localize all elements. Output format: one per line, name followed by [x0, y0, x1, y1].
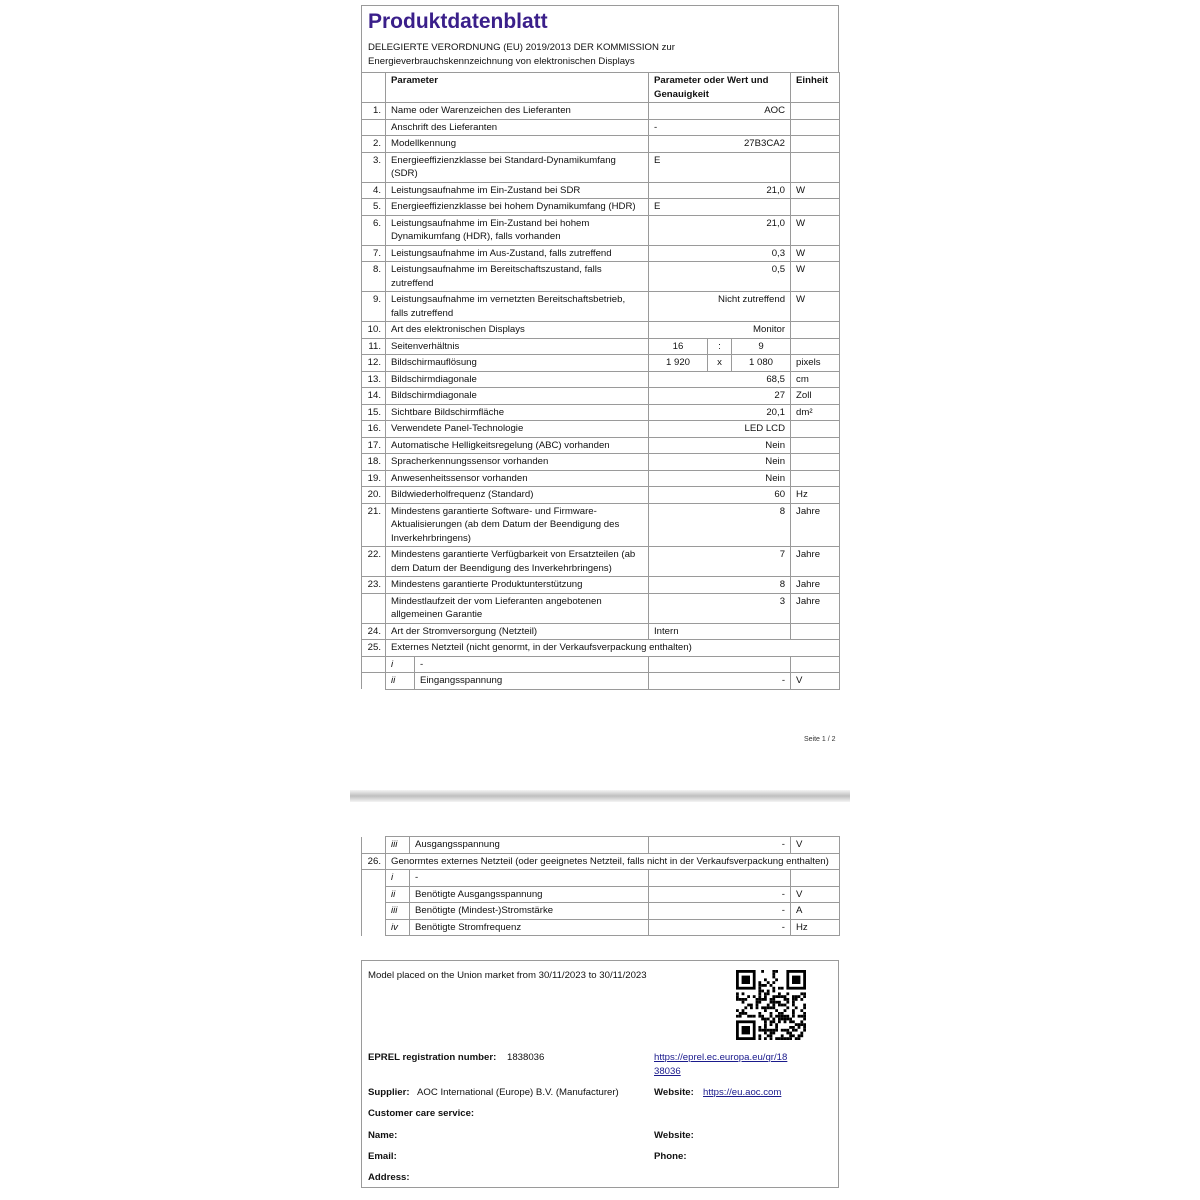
table-row [362, 593, 840, 623]
row-number: 10. [362, 322, 386, 339]
row-number [362, 870, 386, 887]
table-row [362, 355, 840, 372]
sub-row-index: iii [386, 903, 410, 920]
parameter-name: Externes Netzteil (nicht genormt, in der Verkaufsverpackung enthalten) [386, 640, 840, 657]
table-row [362, 199, 840, 216]
parameter-name: - [420, 658, 424, 670]
table-row [362, 903, 840, 920]
page-title: Produktdatenblatt [361, 5, 839, 38]
row-number [362, 837, 386, 854]
parameter-value: 8 [649, 503, 791, 547]
email-label: Email: [368, 1151, 397, 1162]
parameter-unit: W [791, 262, 840, 292]
care-website-label: Website: [654, 1130, 694, 1141]
table-row [362, 245, 840, 262]
table-row [362, 152, 840, 182]
parameter-unit [791, 322, 840, 339]
table-row [362, 262, 840, 292]
table-row [362, 388, 840, 405]
parameter-value: 20,1 [649, 404, 791, 421]
value-separator: : [708, 338, 732, 355]
row-number: 26. [362, 853, 386, 870]
row-number: 23. [362, 577, 386, 594]
table-row [362, 371, 840, 388]
parameter-unit [791, 470, 840, 487]
parameter-unit: V [791, 886, 840, 903]
row-number: 19. [362, 470, 386, 487]
parameter-unit: Jahre [791, 547, 840, 577]
market-dates: Model placed on the Union market from 30/11/2023 to 30/11/2023 [368, 970, 647, 981]
value-part-b: 9 [732, 338, 791, 355]
subtitle-line-2: Energieverbrauchskennzeichnung von elektronischen Displays [368, 55, 635, 67]
row-number: 25. [362, 640, 386, 657]
parameter-value: Nein [649, 454, 791, 471]
row-number [362, 673, 386, 690]
parameter-name: Leistungsaufnahme im Ein-Zustand bei SDR [386, 182, 649, 199]
parameter-name: Energieeffizienzklasse bei Standard-Dynamikumfang (SDR) [386, 152, 649, 182]
table-row [362, 503, 840, 547]
parameter-unit [791, 623, 840, 640]
eprel-info-box [361, 960, 839, 1188]
row-number: 24. [362, 623, 386, 640]
parameter-value: Intern [649, 623, 791, 640]
parameter-name: - [410, 870, 649, 887]
table-row [362, 103, 840, 120]
row-number [362, 593, 386, 623]
parameter-value: - [649, 673, 791, 690]
parameter-name: Bildschirmdiagonale [386, 388, 649, 405]
parameter-unit: W [791, 182, 840, 199]
table-row [362, 577, 840, 594]
row-number: 13. [362, 371, 386, 388]
parameter-name: Bildwiederholfrequenz (Standard) [386, 487, 649, 504]
row-number [362, 919, 386, 936]
sub-row-content [386, 656, 649, 673]
table-row [362, 623, 840, 640]
parameter-name: Genormtes externes Netzteil (oder geeignetes Netzteil, falls nicht in der Verkaufsverpackung enthalten) [386, 853, 840, 870]
table-row [362, 837, 840, 854]
table-row [362, 136, 840, 153]
parameter-value [649, 870, 791, 887]
parameter-unit: Zoll [791, 388, 840, 405]
parameter-unit: W [791, 215, 840, 245]
parameter-name: Spracherkennungssensor vorhanden [386, 454, 649, 471]
parameter-unit: V [791, 837, 840, 854]
table-row [362, 470, 840, 487]
parameter-unit [791, 103, 840, 120]
sub-row-index: iv [386, 919, 410, 936]
row-number: 22. [362, 547, 386, 577]
header-parameter: Parameter [386, 73, 649, 103]
parameter-name: Mindestens garantierte Software- und Firmware-Aktualisierungen (ab dem Datum der Beendigung des Inverkehrbringens) [386, 503, 649, 547]
parameter-unit: Jahre [791, 577, 840, 594]
table-row [362, 404, 840, 421]
parameter-name: Benötigte (Mindest-)Stromstärke [410, 903, 649, 920]
parameter-unit [791, 437, 840, 454]
sub-row-index: ii [386, 673, 415, 689]
row-number: 11. [362, 338, 386, 355]
table-header-row [362, 73, 840, 103]
name-label: Name: [368, 1130, 398, 1141]
row-number: 3. [362, 152, 386, 182]
table-row [362, 119, 840, 136]
row-number: 5. [362, 199, 386, 216]
parameter-value: - [649, 837, 791, 854]
parameter-unit [791, 119, 840, 136]
row-number [362, 886, 386, 903]
parameter-name: Art des elektronischen Displays [386, 322, 649, 339]
parameter-value: E [649, 152, 791, 182]
website-label: Website: [654, 1087, 694, 1098]
datasheet-page-2 [361, 836, 839, 936]
parameter-unit [791, 136, 840, 153]
subtitle-line-1: DELEGIERTE VERORDNUNG (EU) 2019/2013 DER KOMMISSION zur [368, 42, 675, 53]
parameter-value: Nein [649, 437, 791, 454]
parameter-value: - [649, 919, 791, 936]
row-number: 15. [362, 404, 386, 421]
parameter-unit: V [791, 673, 840, 690]
parameter-unit: Jahre [791, 503, 840, 547]
parameter-value: 68,5 [649, 371, 791, 388]
parameter-value: - [649, 903, 791, 920]
row-number: 2. [362, 136, 386, 153]
row-number: 14. [362, 388, 386, 405]
parameter-unit: pixels [791, 355, 840, 372]
parameter-value: - [649, 119, 791, 136]
parameter-value: - [649, 886, 791, 903]
parameter-value: Monitor [649, 322, 791, 339]
parameter-value: AOC [649, 103, 791, 120]
supplier-value: AOC International (Europe) B.V. (Manufacturer) [417, 1087, 619, 1098]
value-part-a: 1 920 [649, 355, 708, 372]
eprel-link-line-1[interactable]: https://eprel.ec.europa.eu/qr/18 [654, 1052, 788, 1063]
parameter-name: Mindestens garantierte Produktunterstützung [386, 577, 649, 594]
row-number: 17. [362, 437, 386, 454]
parameter-unit [791, 421, 840, 438]
eprel-number: 1838036 [507, 1052, 545, 1063]
supplier-label: Supplier: [368, 1087, 410, 1098]
parameter-name: Anschrift des Lieferanten [386, 119, 649, 136]
row-number: 20. [362, 487, 386, 504]
table-row [362, 919, 840, 936]
parameter-value: 27B3CA2 [649, 136, 791, 153]
row-number: 8. [362, 262, 386, 292]
parameter-table [361, 72, 840, 690]
parameter-value: 60 [649, 487, 791, 504]
value-separator: x [708, 355, 732, 372]
parameter-name: Sichtbare Bildschirmfläche [386, 404, 649, 421]
parameter-value: 21,0 [649, 215, 791, 245]
parameter-name: Bildschirmauflösung [386, 355, 649, 372]
row-number [362, 903, 386, 920]
parameter-unit [791, 152, 840, 182]
parameter-unit [791, 656, 840, 673]
table-row [362, 421, 840, 438]
phone-label: Phone: [654, 1151, 687, 1162]
address-label: Address: [368, 1172, 410, 1183]
row-number: 4. [362, 182, 386, 199]
parameter-name: Art der Stromversorgung (Netzteil) [386, 623, 649, 640]
row-number: 12. [362, 355, 386, 372]
parameter-name: Mindestlaufzeit der vom Lieferanten angebotenen allgemeinen Garantie [386, 593, 649, 623]
parameter-table-continued [361, 836, 840, 936]
table-row [362, 853, 840, 870]
parameter-name: Name oder Warenzeichen des Lieferanten [386, 103, 649, 120]
parameter-unit: W [791, 245, 840, 262]
parameter-name: Eingangsspannung [420, 675, 503, 686]
parameter-value [649, 656, 791, 673]
parameter-name: Leistungsaufnahme im Aus-Zustand, falls zutreffend [386, 245, 649, 262]
row-number: 1. [362, 103, 386, 120]
parameter-name: Anwesenheitssensor vorhanden [386, 470, 649, 487]
parameter-name: Leistungsaufnahme im vernetzten Bereitschaftsbetrieb, falls zutreffend [386, 292, 649, 322]
table-row [362, 338, 840, 355]
regulation-subtitle [361, 38, 839, 72]
parameter-value: 3 [649, 593, 791, 623]
table-row [362, 292, 840, 322]
parameter-name: Bildschirmdiagonale [386, 371, 649, 388]
parameter-name: Ausgangsspannung [410, 837, 649, 854]
parameter-unit [791, 338, 840, 355]
parameter-value: 8 [649, 577, 791, 594]
table-row [362, 182, 840, 199]
parameter-unit: A [791, 903, 840, 920]
sub-row-index: iii [386, 837, 410, 854]
customer-care-label: Customer care service: [368, 1108, 475, 1119]
eprel-label: EPREL registration number: [368, 1052, 497, 1063]
parameter-name: Leistungsaufnahme im Bereitschaftszustand, falls zutreffend [386, 262, 649, 292]
row-number: 7. [362, 245, 386, 262]
header-value: Parameter oder Wert und Genauigkeit [649, 73, 791, 103]
table-row [362, 870, 840, 887]
table-row [362, 215, 840, 245]
table-row [362, 487, 840, 504]
row-number [362, 119, 386, 136]
parameter-unit [791, 454, 840, 471]
table-row [362, 673, 840, 690]
table-row [362, 437, 840, 454]
parameter-value: 0,5 [649, 262, 791, 292]
parameter-unit [791, 870, 840, 887]
sub-row-index: ii [386, 886, 410, 903]
sub-row-index: i [386, 657, 415, 673]
parameter-value: Nein [649, 470, 791, 487]
parameter-unit: W [791, 292, 840, 322]
parameter-unit [791, 199, 840, 216]
eprel-link-line-2[interactable]: 38036 [654, 1065, 681, 1077]
value-part-b: 1 080 [732, 355, 791, 372]
parameter-name: Energieeffizienzklasse bei hohem Dynamikumfang (HDR) [386, 199, 649, 216]
table-row [362, 886, 840, 903]
website-link[interactable]: https://eu.aoc.com [703, 1087, 782, 1098]
row-number: 9. [362, 292, 386, 322]
datasheet-page-1 [361, 5, 839, 690]
parameter-value: 27 [649, 388, 791, 405]
eprel-link[interactable] [654, 1051, 787, 1078]
row-number: 16. [362, 421, 386, 438]
parameter-name: Automatische Helligkeitsregelung (ABC) vorhanden [386, 437, 649, 454]
table-row [362, 656, 840, 673]
parameter-name: Verwendete Panel-Technologie [386, 421, 649, 438]
parameter-value: E [649, 199, 791, 216]
parameter-unit: dm² [791, 404, 840, 421]
parameter-value: 7 [649, 547, 791, 577]
value-part-a: 16 [649, 338, 708, 355]
row-number: 18. [362, 454, 386, 471]
header-unit: Einheit [791, 73, 840, 103]
sub-row-content [386, 673, 649, 690]
parameter-value: 21,0 [649, 182, 791, 199]
parameter-value: Nicht zutreffend [649, 292, 791, 322]
parameter-unit: Hz [791, 487, 840, 504]
parameter-name: Benötigte Ausgangsspannung [410, 886, 649, 903]
qr-code-icon[interactable] [736, 970, 806, 1040]
page-number: Seite 1 / 2 [804, 736, 836, 743]
parameter-value: 0,3 [649, 245, 791, 262]
parameter-name: Seitenverhältnis [386, 338, 649, 355]
parameter-unit: cm [791, 371, 840, 388]
parameter-value: LED LCD [649, 421, 791, 438]
table-row [362, 454, 840, 471]
row-number [362, 656, 386, 673]
sub-row-index: i [386, 870, 410, 887]
parameter-name: Mindestens garantierte Verfügbarkeit von Ersatzteilen (ab dem Datum der Beendigung des Inverkehrbringens) [386, 547, 649, 577]
row-number: 6. [362, 215, 386, 245]
parameter-unit: Jahre [791, 593, 840, 623]
table-row [362, 547, 840, 577]
parameter-unit: Hz [791, 919, 840, 936]
parameter-name: Benötigte Stromfrequenz [410, 919, 649, 936]
parameter-name: Modellkennung [386, 136, 649, 153]
page-separator [350, 790, 850, 802]
table-row [362, 322, 840, 339]
table-row [362, 640, 840, 657]
row-number: 21. [362, 503, 386, 547]
parameter-name: Leistungsaufnahme im Ein-Zustand bei hohem Dynamikumfang (HDR), falls vorhanden [386, 215, 649, 245]
